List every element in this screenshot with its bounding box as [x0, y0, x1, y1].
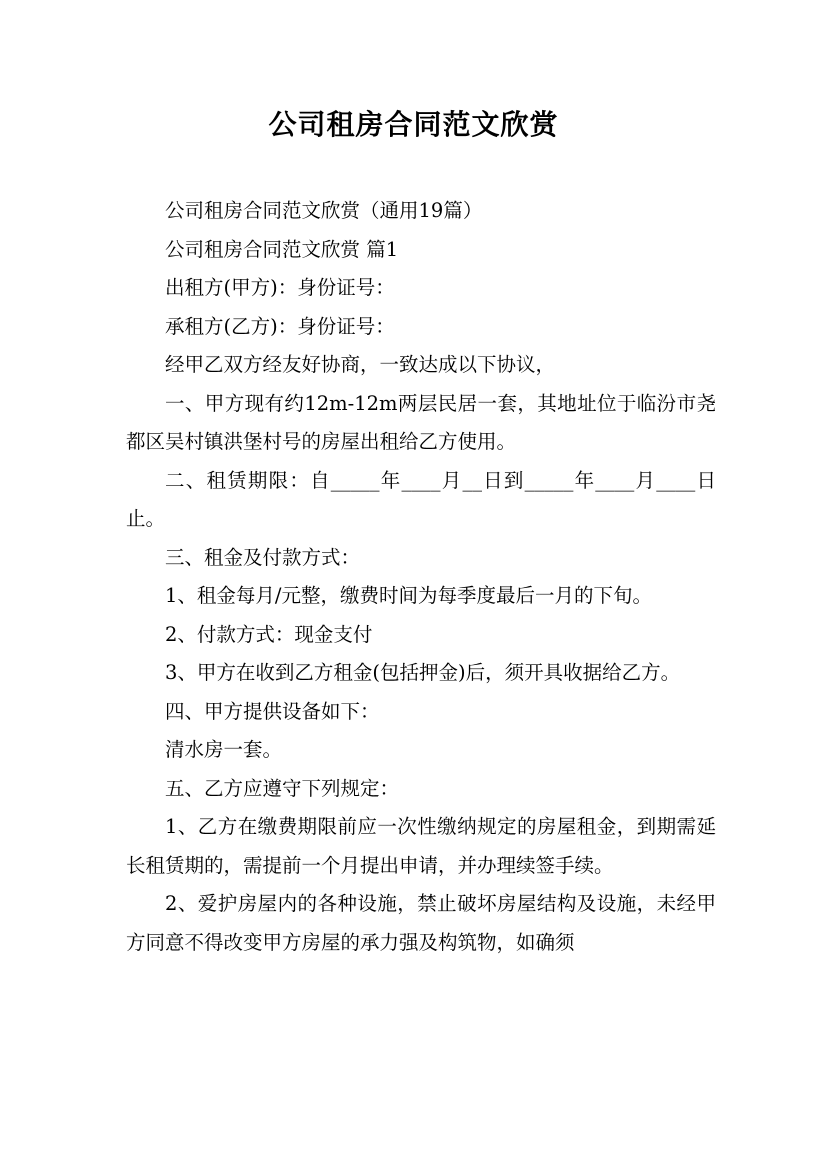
paragraph: 2、付款方式：现金支付	[165, 622, 373, 646]
paragraph: 二、租赁期限：自_____年____月__日到_____年____月____日止。	[126, 468, 716, 530]
paragraph: 公司租房合同范文欣赏 篇1	[165, 237, 399, 261]
paragraph: 1、租金每月/元整，缴费时间为每季度最后一月的下旬。	[165, 584, 652, 607]
paragraph: 清水房一套。	[165, 738, 283, 761]
paragraph: 公司租房合同范文欣赏（通用19篇）	[165, 199, 483, 222]
paragraph: 一、甲方现有约12m-12m两层民居一套，其地址位于临汾市尧都区吴村镇洪堡村号的房屋出租给乙方使用。	[126, 391, 716, 453]
paragraph: 承租方(乙方)：身份证号：	[165, 314, 395, 338]
document-title: 公司租房合同范文欣赏	[268, 108, 559, 141]
paragraph: 出租方(甲方)：身份证号：	[165, 276, 395, 299]
paragraph: 3、甲方在收到乙方租金(包括押金)后，须开具收据给乙方。	[165, 661, 681, 684]
paragraph: 三、租金及付款方式：	[165, 545, 361, 569]
paragraph: 五、乙方应遵守下列规定：	[165, 776, 400, 800]
paragraph: 2、爱护房屋内的各种设施，禁止破坏房屋结构及设施，未经甲方同意不得改变甲方房屋的承力强及构筑物，如确须	[126, 892, 716, 954]
paragraph: 四、甲方提供设备如下：	[165, 699, 380, 723]
document-body	[126, 192, 716, 962]
paragraph: 经甲乙双方经友好协商，一致达成以下协议，	[165, 353, 556, 376]
paragraph: 1、乙方在缴费期限前应一次性缴纳规定的房屋租金，到期需延长租赁期的，需提前一个月提出申请，并办理续签手续。	[126, 815, 716, 877]
